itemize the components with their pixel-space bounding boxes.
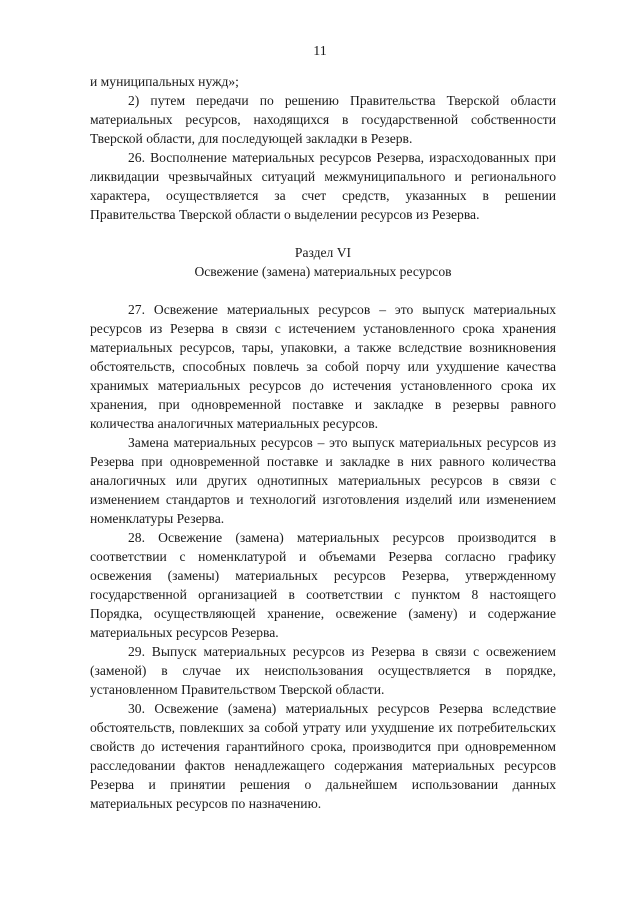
paragraph: 28. Освежение (замена) материальных ресурсов производится в соответствии с номенклатурой и объемами Резерва согласно графику освежения (замены) материальных ресурсов Резерва, утвержденному государственной организацией в соответствии с пунктом 8 настоящего Порядка, осуществляющей хранение, освежение (замену) и содержание материальных ресурсов Резерва. <box>90 530 556 640</box>
paragraph: и муниципальных нужд»; <box>90 74 239 89</box>
section-number: Раздел VI <box>294 245 352 260</box>
paragraph: 30. Освежение (замена) материальных ресурсов Резерва вследствие обстоятельств, повлекших за собой утрату или ухудшение их потребительских свойств до истечения гарантийного срока, производится при одновременном расследовании фактов ненадлежащего содержания материальных ресурсов Резерва и принятии решения о дальнейшем использовании данных материальных ресурсов по назначению. <box>90 701 556 811</box>
paragraph: 2) путем передачи по решению Правительства Тверской области материальных ресурсов, находящихся в государственной собственности Тверской области, для последующей закладки в Резерв. <box>90 93 556 146</box>
paragraph: 27. Освежение материальных ресурсов – это выпуск материальных ресурсов из Резерва в связи с истечением установленного срока хранения материальных ресурсов, тары, упаковки, а также вследствие возникновения обстоятельств, способных повлечь за собой порчу или ухудшение качества хранимых материальных ресурсов до истечения установленного срока их хранения, при одновременной поставке и закладке в резервы равного количества аналогичных материальных ресурсов. <box>90 302 556 431</box>
paragraph: 26. Восполнение материальных ресурсов Резерва, израсходованных при ликвидации чрезвычайных ситуаций межмуниципального и регионального характера, осуществляется за счет средств, указанных в решении Правительства Тверской области о выделении ресурсов из Резерва. <box>90 150 556 222</box>
paragraph: Замена материальных ресурсов – это выпуск материальных ресурсов из Резерва при одновременной поставке и закладке в них равного количества аналогичных или других однотипных материальных ресурсов в связи с изменением стандартов и технологий изготовления изделий или изменением номенклатуры Резерва. <box>90 435 556 526</box>
section-title: Освежение (замена) материальных ресурсов <box>194 264 452 279</box>
page-number: 11 <box>313 44 327 59</box>
paragraph: 29. Выпуск материальных ресурсов из Резерва в связи с освежением (заменой) в случае их неиспользования осуществляется в порядке, установленном Правительством Тверской области. <box>90 644 556 697</box>
document-body <box>90 72 556 813</box>
